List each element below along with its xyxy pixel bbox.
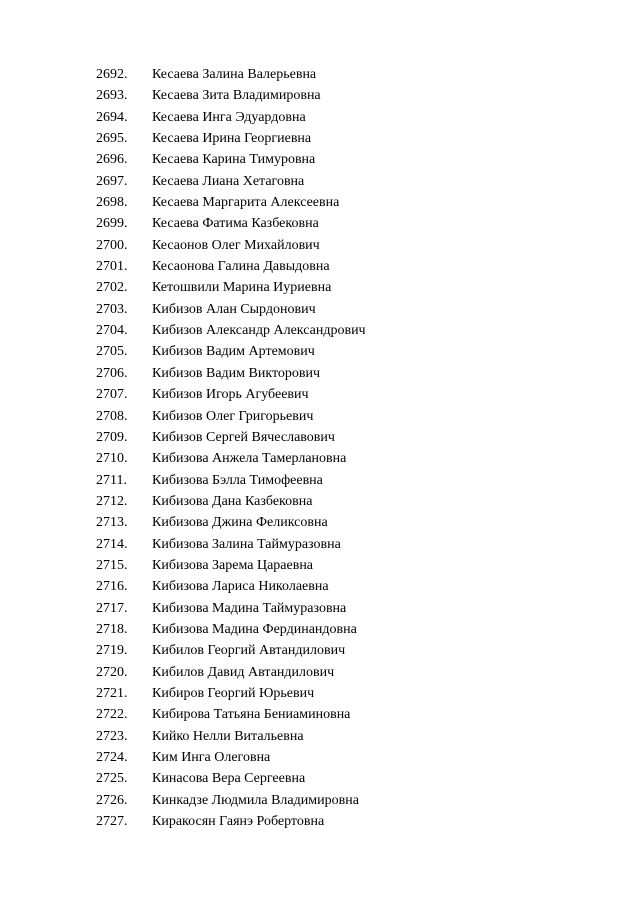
- list-item: [96, 384, 366, 405]
- list-item: [96, 726, 366, 747]
- list-item: [96, 491, 366, 512]
- entry-name: Кесаева Лиана Хетаговна: [152, 173, 305, 189]
- entry-name: Кибизов Сергей Вячеславович: [152, 429, 335, 445]
- entry-number: 2696.: [96, 152, 128, 168]
- entry-name: Кесаева Инга Эдуардовна: [152, 109, 306, 125]
- entry-name: Кибизова Анжела Тамерлановна: [152, 451, 347, 467]
- entry-number: 2694.: [96, 109, 128, 125]
- list-item: [96, 341, 366, 362]
- entry-number: 2701.: [96, 259, 128, 275]
- entry-number: 2700.: [96, 237, 128, 253]
- entry-name: Кибизова Залина Таймуразовна: [152, 536, 341, 552]
- list-item: [96, 171, 366, 192]
- list-item: [96, 320, 366, 341]
- entry-name: Кибизова Джина Феликсовна: [152, 515, 328, 531]
- list-item: [96, 299, 366, 320]
- list-item: [96, 640, 366, 661]
- list-item: [96, 427, 366, 448]
- entry-number: 2722.: [96, 707, 128, 723]
- entry-number: 2707.: [96, 387, 128, 403]
- entry-number: 2717.: [96, 600, 128, 616]
- list-item: [96, 107, 366, 128]
- list-item: [96, 683, 366, 704]
- entry-name: Кинкадзе Людмила Владимировна: [152, 792, 359, 808]
- entry-number: 2719.: [96, 643, 128, 659]
- list-item: [96, 363, 366, 384]
- list-item: [96, 448, 366, 469]
- entry-number: 2715.: [96, 557, 128, 573]
- entry-number: 2692.: [96, 67, 128, 82]
- entry-name: Кесаева Зита Владимировна: [152, 88, 321, 104]
- entry-number: 2703.: [96, 301, 128, 317]
- list-item: [96, 747, 366, 768]
- list-item: [96, 256, 366, 277]
- list-item: [96, 64, 366, 85]
- entry-name: Кибилов Давид Автандилович: [152, 664, 335, 680]
- entry-name: Кибизова Лариса Николаевна: [152, 579, 329, 595]
- entry-name: Кибизов Вадим Артемович: [152, 344, 315, 360]
- entry-number: 2727.: [96, 814, 128, 830]
- name-list: [96, 64, 366, 832]
- entry-number: 2721.: [96, 685, 128, 701]
- entry-name: Кибизов Олег Григорьевич: [152, 408, 314, 424]
- entry-number: 2698.: [96, 195, 128, 211]
- list-item: [96, 192, 366, 213]
- list-item: [96, 534, 366, 555]
- entry-name: Кетошвили Марина Иуриевна: [152, 280, 332, 296]
- entry-name: Кесаева Залина Валерьевна: [152, 67, 317, 82]
- list-item: [96, 598, 366, 619]
- entry-name: Ким Инга Олеговна: [152, 750, 271, 765]
- list-item: [96, 85, 366, 106]
- list-item: [96, 555, 366, 576]
- entry-number: 2704.: [96, 323, 128, 339]
- entry-name: Кийко Нелли Витальевна: [152, 728, 304, 744]
- list-item: [96, 406, 366, 427]
- list-item: [96, 662, 366, 683]
- entry-name: Кесаонова Галина Давыдовна: [152, 259, 330, 275]
- entry-number: 2718.: [96, 621, 128, 637]
- entry-name: Кибизова Мадина Фердинандовна: [152, 621, 357, 637]
- entry-name: Кесаева Карина Тимуровна: [152, 152, 316, 168]
- entry-name: Кибизова Зарема Цараевна: [152, 557, 314, 573]
- entry-number: 2705.: [96, 344, 128, 360]
- entry-name: Кесаонов Олег Михайлович: [152, 237, 320, 253]
- entry-number: 2726.: [96, 792, 128, 808]
- entry-number: 2711.: [96, 472, 127, 488]
- list-item: [96, 811, 366, 832]
- entry-name: Киракосян Гаянэ Робертовна: [152, 814, 325, 830]
- entry-number: 2712.: [96, 493, 128, 509]
- entry-number: 2706.: [96, 365, 128, 381]
- entry-name: Кибизова Мадина Таймуразовна: [152, 600, 347, 616]
- list-item: [96, 512, 366, 533]
- entry-number: 2695.: [96, 131, 128, 147]
- entry-number: 2709.: [96, 429, 128, 445]
- entry-name: Кесаева Ирина Георгиевна: [152, 131, 312, 147]
- list-item: [96, 576, 366, 597]
- entry-number: 2693.: [96, 88, 128, 104]
- list-item: [96, 790, 366, 811]
- entry-number: 2720.: [96, 664, 128, 680]
- entry-name: Кибирова Татьяна Бениаминовна: [152, 707, 351, 723]
- entry-name: Кибизов Игорь Агубеевич: [152, 387, 309, 403]
- entry-name: Кибиров Георгий Юрьевич: [152, 685, 315, 701]
- list-item: [96, 235, 366, 256]
- entry-name: Кибилов Георгий Автандилович: [152, 643, 346, 659]
- list-item: [96, 470, 366, 491]
- list-item: [96, 128, 366, 149]
- entry-number: 2714.: [96, 536, 128, 552]
- list-item: [96, 768, 366, 789]
- entry-number: 2697.: [96, 173, 128, 189]
- entry-number: 2708.: [96, 408, 128, 424]
- entry-name: Кинасова Вера Сергеевна: [152, 771, 306, 787]
- entry-name: Кесаева Фатима Казбековна: [152, 216, 319, 232]
- entry-number: 2713.: [96, 515, 128, 531]
- entry-name: Кибизов Александр Александрович: [152, 323, 366, 339]
- entry-number: 2723.: [96, 728, 128, 744]
- entry-name: Кибизов Алан Сырдонович: [152, 301, 316, 317]
- entry-name: Кибизова Дана Казбековна: [152, 493, 313, 509]
- entry-number: 2716.: [96, 579, 128, 595]
- list-item: [96, 619, 366, 640]
- entry-name: Кибизова Бэлла Тимофеевна: [152, 472, 323, 488]
- list-item: [96, 277, 366, 298]
- entry-number: 2710.: [96, 451, 128, 467]
- entry-name: Кибизов Вадим Викторович: [152, 365, 321, 381]
- entry-number: 2699.: [96, 216, 128, 232]
- entry-name: Кесаева Маргарита Алексеевна: [152, 195, 340, 211]
- list-item: [96, 149, 366, 170]
- list-item: [96, 704, 366, 725]
- entry-number: 2702.: [96, 280, 128, 296]
- entry-number: 2724.: [96, 750, 128, 765]
- entry-number: 2725.: [96, 771, 128, 787]
- list-item: [96, 213, 366, 234]
